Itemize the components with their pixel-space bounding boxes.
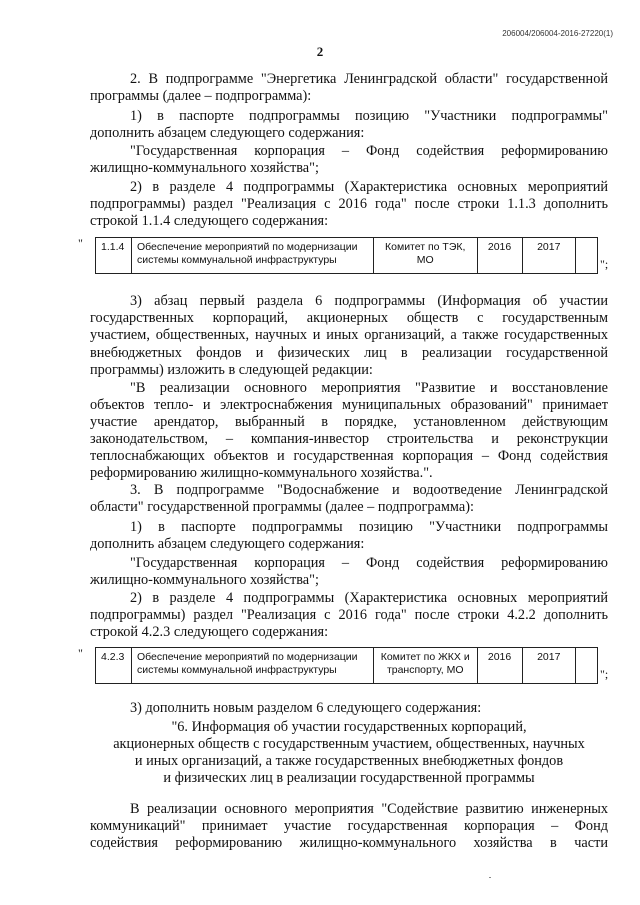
text-line: области" государственной программы (далее – подпрограмма): — [90, 499, 474, 515]
table-cell-empty — [575, 238, 597, 274]
text-line: 2) в разделе 4 подпрограммы (Характеристика основных мероприятий — [130, 590, 608, 606]
document-id: 206004/206004-2016-27220(1) — [502, 29, 613, 38]
text-line: В реализации основного мероприятия "Содействие развитию инженерных — [130, 801, 608, 817]
section-heading-line: "6. Информация об участии государственных корпораций, — [171, 719, 527, 735]
text-line: 2. В подпрограмме "Энергетика Ленинградской области" государственной — [130, 71, 608, 87]
text-line: дополнить абзацем следующего содержания: — [90, 536, 365, 552]
text-line: жилищно-коммунального хозяйства"; — [90, 160, 319, 176]
text-line: законодательством, – компания-инвестор строительства и реконструкции — [90, 431, 608, 447]
text-line: жилищно-коммунального хозяйства"; — [90, 572, 319, 588]
close-quote: "; — [600, 667, 609, 681]
inserted-row-table — [95, 237, 598, 274]
text-line: реформированию жилищно-коммунального хозяйства.". — [90, 465, 433, 481]
section-heading-line: и иных организаций, а также государственных внебюджетных фондов — [134, 753, 564, 769]
text-line: подпрограммы) раздел "Реализация с 2016 года" после строки 1.1.3 дополнить — [90, 196, 608, 212]
section-heading-line: акционерных обществ с государственным участием, общественных, научных — [113, 736, 585, 752]
scan-speck — [489, 877, 491, 878]
text-line: 3. В подпрограмме "Водоснабжение и водоотведение Ленинградской — [130, 482, 608, 498]
page-number: 2 — [316, 44, 324, 59]
open-quote: " — [78, 236, 83, 250]
text-line: подпрограммы) раздел "Реализация с 2016 года" после строки 4.2.2 дополнить — [90, 607, 608, 623]
text-line: теплоснабжающих объектов и государственная корпорация – Фонд содействия — [90, 448, 608, 464]
text-line: 2) в разделе 4 подпрограммы (Характеристика основных мероприятий — [130, 179, 608, 195]
text-line: 1) в паспорте подпрограммы позицию "Участники подпрограммы — [130, 519, 608, 535]
table-cell-executor: Комитет по ТЭК, МО — [373, 238, 477, 274]
table-cell-number: 1.1.4 — [96, 238, 132, 274]
text-line: дополнить абзацем следующего содержания: — [90, 125, 365, 141]
text-line: программы) изложить в следующей редакции: — [90, 362, 373, 378]
table-cell-executor: Комитет по ЖКХ и транспорту, МО — [373, 648, 477, 684]
table-cell-empty — [575, 648, 597, 684]
text-line: строкой 1.1.4 следующего содержания: — [90, 213, 329, 229]
table-cell-start-year: 2016 — [477, 238, 522, 274]
text-line: участие арендатор, выбранный в порядке, установленном действующим — [90, 414, 608, 430]
open-quote: " — [78, 646, 83, 660]
text-line: объектов тепло- и электроснабжения муниципальных образований" принимает — [90, 397, 608, 413]
table-cell-start-year: 2016 — [477, 648, 522, 684]
text-line: коммуникаций" принимает участие государственная корпорация – Фонд — [90, 818, 608, 834]
text-line: государственных корпораций, акционерных обществ с государственным — [90, 310, 608, 326]
text-line: программы (далее – подпрограмма): — [90, 88, 312, 104]
text-line: строкой 4.2.3 следующего содержания: — [90, 624, 329, 640]
table-cell-number: 4.2.3 — [96, 648, 132, 684]
text-line: 1) в паспорте подпрограммы позицию "Участники подпрограммы" — [130, 108, 608, 124]
close-quote: "; — [600, 257, 609, 271]
text-line: 3) абзац первый раздела 6 подпрограммы (Информация об участии — [130, 293, 608, 309]
table-cell-end-year: 2017 — [522, 648, 575, 684]
text-line: "Государственная корпорация – Фонд содействия реформированию — [130, 555, 608, 571]
table-cell-activity: Обеспечение мероприятий по модернизации системы коммунальной инфраструктуры — [131, 648, 373, 684]
section-heading-line: и физических лиц в реализации государственной программы — [163, 770, 535, 786]
text-line: содействия реформированию жилищно-коммунального хозяйства в части — [90, 835, 608, 851]
text-line: "В реализации основного мероприятия "Развитие и восстановление — [130, 380, 608, 396]
text-line: внебюджетных фондов и физических лиц в реализации государственной — [90, 345, 608, 361]
table-cell-activity: Обеспечение мероприятий по модернизации системы коммунальной инфраструктуры — [131, 238, 373, 274]
text-line: участием, общественных, научных и иных организаций, а также государственных — [90, 327, 608, 343]
text-line: "Государственная корпорация – Фонд содействия реформированию — [130, 143, 608, 159]
table-cell-end-year: 2017 — [522, 238, 575, 274]
inserted-row-table — [95, 647, 598, 684]
text-line: 3) дополнить новым разделом 6 следующего содержания: — [130, 700, 482, 716]
